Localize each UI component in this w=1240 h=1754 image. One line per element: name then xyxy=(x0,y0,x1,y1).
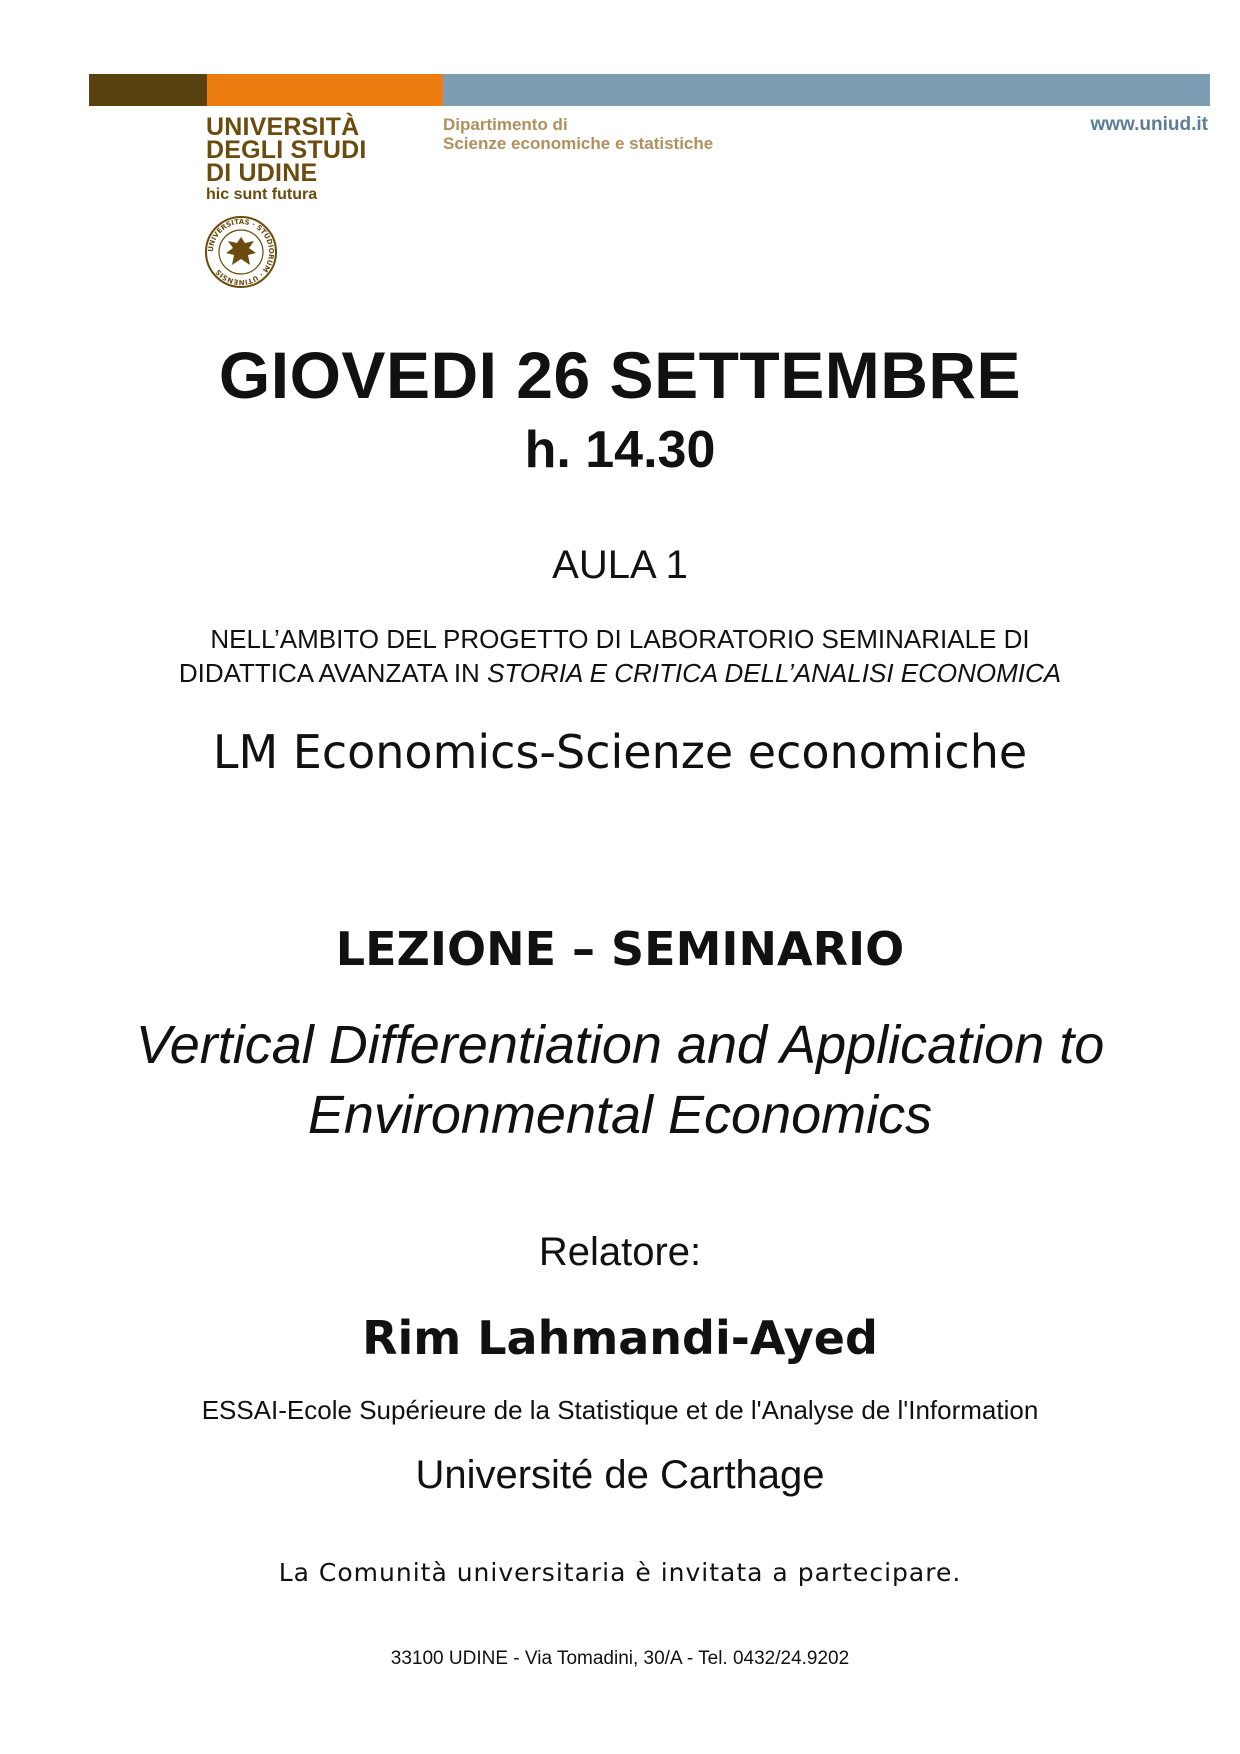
department-line: Dipartimento di xyxy=(443,115,568,134)
seminar-title-line-1: Vertical Differentiation and Application to xyxy=(135,1015,1105,1075)
university-name-line: UNIVERSITÀ xyxy=(206,113,360,141)
project-line-2-prefix: DIDATTICA AVANZATA IN xyxy=(178,658,488,688)
seminar-title xyxy=(0,1010,1240,1150)
event-date: GIOVEDI 26 SETTEMBRE xyxy=(218,338,1022,412)
department-name xyxy=(443,115,713,153)
speaker-affiliation-university: Université de Carthage xyxy=(415,1453,825,1497)
university-seal-icon xyxy=(204,215,278,289)
speaker-label: Relatore: xyxy=(538,1230,702,1274)
speaker-affiliation-school: ESSAI-Ecole Supérieure de la Statistique et de l'Analyse de l'Information xyxy=(201,1395,1039,1425)
university-name-line: DI UDINE xyxy=(206,159,318,187)
header-bar-brown xyxy=(89,74,207,106)
event-type: LEZIONE – SEMINARIO xyxy=(335,922,905,976)
footer-address: 33100 UDINE - Via Tomadini, 30/A - Tel. 0432/24.9202 xyxy=(390,1648,850,1669)
event-room: AULA 1 xyxy=(552,543,688,587)
department-line: Scienze economiche e statistiche xyxy=(443,134,714,153)
university-name-line: DEGLI STUDI xyxy=(206,136,367,164)
university-motto: hic sunt futura xyxy=(206,186,318,203)
project-line-2 xyxy=(0,656,1240,690)
invitation-text: La Comunità universitaria è invitata a partecipare. xyxy=(278,1558,962,1587)
seminar-title-line-2: Environmental Economics xyxy=(307,1085,933,1145)
project-line-2-italic: STORIA E CRITICA DELL’ANALISI ECONOMICA xyxy=(487,658,1062,688)
degree-program: LM Economics-Scienze economiche xyxy=(212,725,1028,779)
header-bar-blue xyxy=(443,74,1210,106)
project-description xyxy=(0,622,1240,690)
project-line-1: NELL’AMBITO DEL PROGETTO DI LABORATORIO SEMINARIALE DI xyxy=(210,624,1030,654)
speaker-name: Rim Lahmandi-Ayed xyxy=(362,1311,878,1365)
seal-text: UNIVERSITAS · STUDIORUM · UTINENSIS xyxy=(206,217,276,287)
event-time: h. 14.30 xyxy=(524,421,716,479)
university-name xyxy=(206,113,436,187)
header-bar-orange xyxy=(207,74,443,106)
website-link[interactable]: www.uniud.it xyxy=(1090,114,1208,135)
